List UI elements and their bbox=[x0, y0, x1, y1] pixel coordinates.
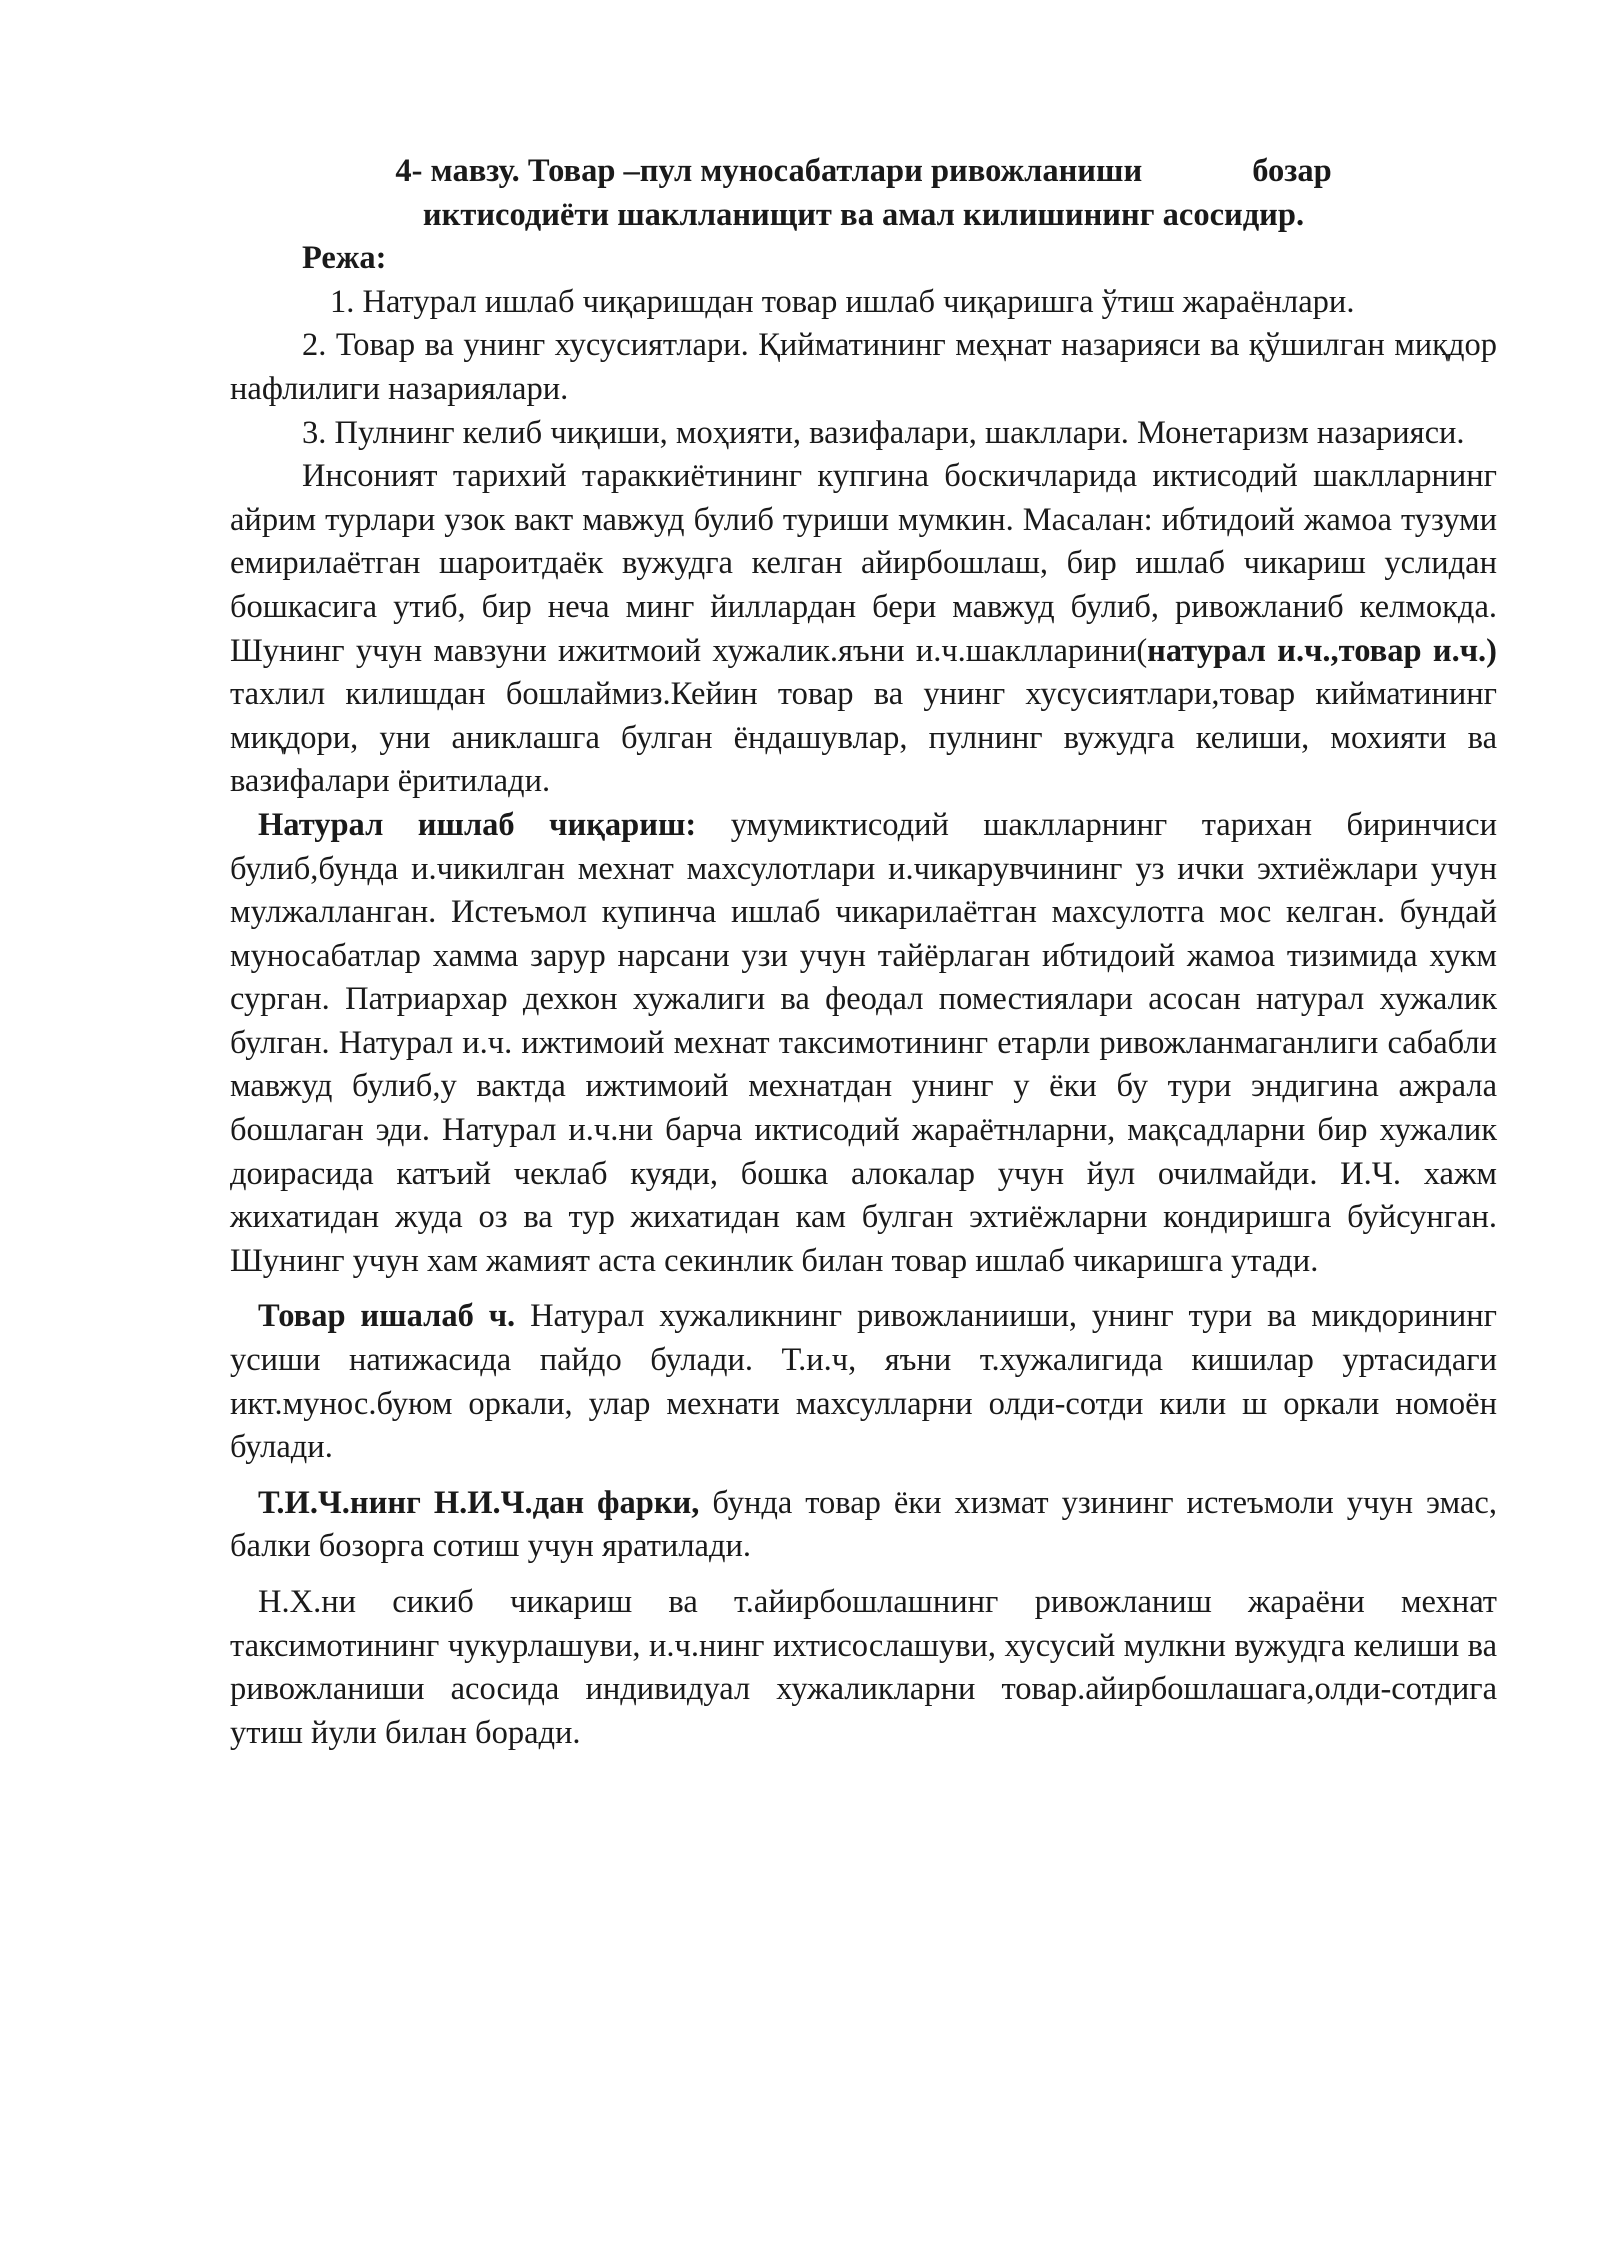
intro-text-a: Инсоният тарихий тараккиётининг купгина боскичларида иктисодий шаклларнинг айрим турлари узок вакт мавжуд булиб туриши мумкин. Масалан: ибтидоий жамоа тузуми емирилаётган шароитдаёк вужудга келган айирбошлаш, бир ишлаб чикариш услидан бошкасига утиб, бир неча минг йиллардан бери мавжуд булиб, ривожланиб келмокда. Шунинг учун мавзуни ижитмоий хужалик.яъни и.ч.шаклларини( bbox=[230, 458, 1497, 669]
plan-item-2: 2. Товар ва унинг хусусиятлари. Қийматининг меҳнат назарияси ва қўшилган миқдор нафлилиги назариялари. bbox=[230, 327, 1497, 407]
title-line2: иктисодиёти шаклланищит ва амал килишининг асосидир. bbox=[422, 196, 1305, 233]
document-title bbox=[230, 150, 1497, 237]
difference-term: Т.И.Ч.нинг Н.И.Ч.дан фарки, bbox=[258, 1484, 700, 1521]
natural-production-text: умумиктисодий шаклларнинг тарихан биринчиси булиб,бунда и.чикилган мехнат махсулотлари и.чикарувчининг уз ички эхтиёжлари учун мулжалланган. Истеъмол купинча ишлаб чикарилаётган махсулотга мос келган. бундай муносабатлар хамма зарур нарсани узи учун тайёрлаган ибтидоий жамоа тизимида хукм сурган. Патриархар дехкон хужалиги ва феодал поместиялари асосан натурал хужалик булган. Натурал и.ч. ижтимоий мехнат таксимотининг етарли ривожланмаганлиги сабабли мавжуд булиб,у вактда ижтимоий мехнатдан унинг у ёки бу тури эндигина ажрала бошлаган эди. Натурал и.ч.ни барча иктисодий жараётнларни, мақсадларни бир хужалик доирасида катъий чеклаб куяди, бошка алокалар учун йул очилмайди. И.Ч. хажм жихатидан жуда оз ва тур жихатидан кам булган эхтиёжларни кондиришга буйсунган. Шунинг учун хам жамият аста секинлик билан товар ишлаб чикаришга утади. bbox=[230, 806, 1497, 1279]
commodity-production-term: Товар ишалаб ч. bbox=[258, 1298, 516, 1335]
intro-text-b: тахлил килишдан бошлаймиз.Кейин товар ва унинг хусусиятлари,товар кийматининг миқдори, уни аниклашга булган ёндашувлар, пулнинг вужудга келиши, мохияти ва вазифалари ёритилади. bbox=[230, 676, 1497, 800]
commodity-production-paragraph bbox=[230, 1295, 1497, 1469]
title-line1-end: бозар bbox=[1252, 153, 1332, 189]
commodity-production-text: Натурал хужаликнинг ривожланииши, унинг тури ва микдорининг усиши натижасида пайдо булади. Т.и.ч, яъни т.хужалигида кишилар уртасидаги икт.мунос.буюм оркали, улар мехнати махсулларни олди-сотди кили ш оркали номоён булади. bbox=[230, 1298, 1497, 1466]
plan-item-3: 3. Пулнинг келиб чиқиши, моҳияти, вазифалари, шакллари. Монетаризм назарияси. bbox=[302, 414, 1465, 451]
natural-production-term: Натурал ишлаб чиқариш: bbox=[258, 806, 697, 843]
final-paragraph: Н.Х.ни сикиб чикариш ва т.айирбошлашнинг ривожланиш жараёни мехнат таксимотининг чукурлашуви, и.ч.нинг ихтисослашуви, хусусий мулкни вужудга келиши ва ривожланиши асосида индивидуал хужаликларни товар.айирбошлашага,олди-сотдига утиш йули билан боради. bbox=[230, 1584, 1497, 1751]
plan-heading: Режа: bbox=[302, 240, 387, 277]
natural-production-paragraph bbox=[230, 804, 1497, 1284]
difference-text: бунда товар ёки хизмат узининг истеъмоли учун эмас, балки бозорга сотиш учун яратилади. bbox=[230, 1484, 1497, 1565]
difference-paragraph bbox=[230, 1482, 1497, 1569]
document-page bbox=[230, 150, 1497, 1755]
intro-bold-term: натурал и.ч.,товар и.ч.) bbox=[1147, 632, 1497, 669]
title-line1: 4- мавзу. Товар –пул муносабатлари ривожланиши bbox=[395, 153, 1143, 189]
intro-paragraph bbox=[230, 455, 1497, 804]
plan-item-1: 1. Натурал ишлаб чиқаришдан товар ишлаб чиқаришга ўтиш жараёнлари. bbox=[330, 283, 1355, 320]
